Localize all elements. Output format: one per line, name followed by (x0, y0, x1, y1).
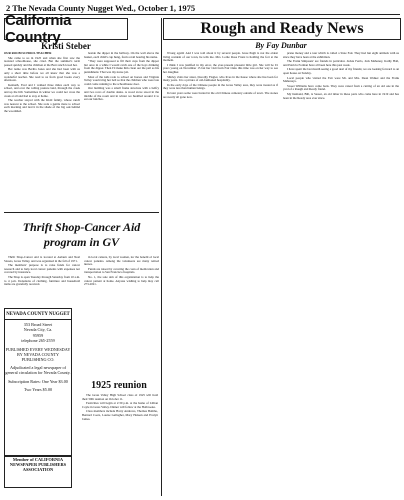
article-paragraph: In the early days of the Chinese people in the Grass Valley area, they were treated as if they were less than human beings. (163, 82, 278, 91)
article-paragraph: beside the dipper in the hallway. On the wall above the basket, each child's cup hung, from a nail bearing his name. (84, 52, 159, 59)
article-paragraph: in local centers, by local women, for the benefit of local cancer patients. Among the volunteers are many retired nurses. (84, 256, 159, 267)
masthead-line: 95959 (32, 332, 44, 338)
masthead-address (5, 322, 71, 344)
thrift-shop-column-2 (84, 256, 159, 376)
member-box: Member of CALIFORNIA NEWSPAPER PUBLISHERS ASSOCIATION (4, 456, 72, 488)
article-paragraph: OUR ROOM SCHOOL TEACHER (4, 52, 52, 55)
article-paragraph: prune money and a tour which is called a State Fair. They had fun eight animals with us since they have been at the exhibition. (283, 52, 399, 59)
california-country-column-2 (84, 52, 159, 210)
article-paragraph: She came to us in 1925 and when she first saw the isolated schoolhouse, she cried. But the summer's term passed quickly and the children at the Barr ranch loved her. (4, 55, 80, 67)
article-paragraph: Funds are raised by covering the costs of medication and transportation to San Francisco hospitals. (84, 266, 159, 275)
thrift-shop-headline: Thrift Shop-Cancer Aid program in GV (22, 220, 141, 249)
masthead-title: NEVADA COUNTY NUGGET (5, 312, 71, 320)
california-country-column-1 (4, 52, 80, 210)
masthead-line: telephone 265-2559 (21, 338, 55, 344)
article-paragraph: I think I was justified in my error, the ever-present pleasant little girl. She will be 91 years young on November 15 but her visit from Fair Oaks this time was on her way to see her daughter. (163, 62, 278, 74)
article-paragraph: Shirley visits her sister, Dorothy Flagler, who lives in the house where she has been for many years. It is a picture of old-fashioned hospitality. (163, 74, 278, 83)
section-divider (4, 212, 159, 213)
article-paragraph: The Frank Simpsons' are friends in particular. Jackie Ferris, Jack Mahoney, Kathy Hall, and Patricia Forman have all been here this past week. (283, 59, 399, 67)
article-paragraph: Our building was a small frame structure with a belfry and two rows of double desks. A wood stove stood in the middle of the room and in winter we huddled around it to eat our lunches. (84, 86, 159, 102)
thrift-shop-column-1 (4, 256, 80, 306)
article-paragraph: Festivities will begin at 2:30 p.m. at the home of Lillian Coyle in Grass Valley. Dinner will follow at the Holbrooke. (82, 401, 158, 409)
california-country-title: California Country (5, 12, 72, 46)
article-paragraph: Kenneth, Fred and I walked three miles each way to school, and over the rolling pasture land, through the creek and up the hill. Sometimes in winter we could not cross the creek at all and had to stay at home. (4, 82, 80, 98)
rough-ready-column-1 (163, 52, 278, 494)
article-paragraph: Thrift Shop-Cancer Aid is located at Auburn and Neal Streets, Grass Valley, and was organized in the fall of 1971. (4, 256, 80, 263)
article-paragraph: Class members include Harry Andrews, Thomas Bolitho, Bernard Coots, Louise Gallagher, Mary Hansen and Evelyn James. (82, 409, 158, 421)
masthead-legal: Adjudicated a legal newspaper of general circulation for Nevada County. (5, 365, 71, 376)
article-paragraph: The Shop is open Tuesday through Saturday from 10 a.m. to 4 p.m. Donations of clothing, furniture and household items are gratefully received. (4, 274, 80, 287)
page-folio: 2 The Nevada County Nugget Wed., October 1, 1975 (6, 3, 196, 13)
article-paragraph: No. 1, the sole aim of this organization is to help the cancer patient at home. Anyone wishing to help may call 273-2021. (84, 274, 159, 287)
masthead-line: Nevada City, Ca. (23, 327, 53, 333)
article-paragraph: I have spent the last month seeing a good deal of my friends; we are looking forward to an open house on Sunday. (283, 67, 399, 75)
reunion-headline: 1925 reunion (91, 380, 147, 391)
article-paragraph: My husband, Bill, is Sasser, an old timer in these parts who came here in 1919 and has been in the Ready area ever since. (283, 91, 399, 100)
masthead-rate-1: Subscription Rates: One Year $3.00 (8, 378, 68, 384)
masthead-box (4, 308, 72, 456)
article-paragraph: Her name was Bertha Jones and she had been with us only a short time before we all knew that she was a wonderful teacher. She read to us from good books every afternoon. (4, 67, 80, 83)
article-paragraph: The Grass Valley High School class of 1925 will hold their 50th reunion on October 11. (82, 394, 158, 401)
article-paragraph: Local people who visited the Fair were Mr. and Mrs. Dean Walker and the Frank Mahoneys. (283, 75, 399, 84)
article-paragraph: In later years some were buried in the old Chinese cemetery outside of town. The stones are nearly all gone now. (163, 90, 278, 99)
article-paragraph: The members' purpose is to raise funds for cancer research and to help local cancer patients with expenses not covered by insurance. (4, 263, 80, 275)
reunion-column (82, 394, 158, 494)
rough-ready-header (163, 18, 401, 40)
rough-ready-column-2 (283, 52, 399, 494)
rough-ready-byline: By Fay Dunbar (255, 41, 307, 50)
masthead-line: 353 Broad Street (23, 322, 53, 327)
article-paragraph: Sweet Williams have come back. They were raised from a cutting of an old one in the yard of a Rough and Ready friend. (283, 83, 399, 92)
article-paragraph: Most of the kids rode to school on horses and Virginia Tolley would ring her bell so that the children who were late could come running to the schoolhouse door. (84, 74, 159, 86)
article-paragraph: "They were supposed to fill their cups from the dipper but once in a while I would catch one of the boys drinking from the dipper. Then I'd make him clean out the pail as his punishment. That was my nurse job. (84, 59, 159, 74)
column-rule (161, 18, 162, 496)
article-paragraph: Wrong again! And I was told about it by several people. Jesse Pugh is not the oldest living resident of our town, he tells me. Mrs. Lottie Rose Franz is holding the fort at the moment. (163, 52, 278, 63)
masthead-publisher: PUBLISHED EVERY WEDNESDAY BY NEVADA COUNTY PUBLISHING CO. (5, 346, 71, 363)
california-country-byline: Kristi Steber (41, 41, 91, 51)
rough-ready-title: Rough and Ready News (200, 20, 364, 37)
article-paragraph: The teacher stayed with the Kidd family, whose ranch was nearest to the school. She rode a gentle mare to school each morning and tied it in the shade of the big oak behind the woodshed. (4, 98, 80, 113)
masthead-rate-2: Two Years $5.00 (23, 386, 53, 392)
